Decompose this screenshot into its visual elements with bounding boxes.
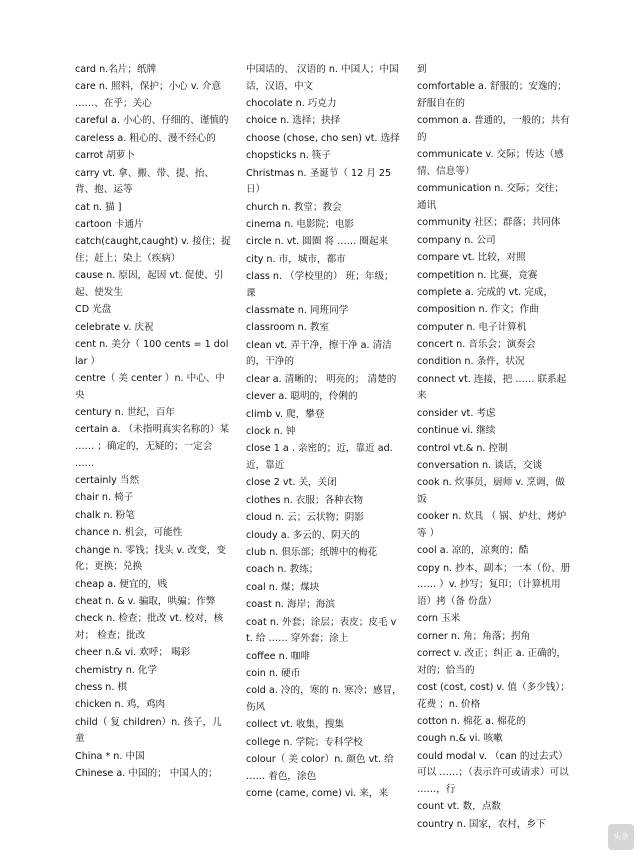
vocab-entry: could modal v. （can 的过去式）可以 ……；（表示许可或请求）可以 ……，行 xyxy=(417,750,569,796)
vocab-entry: computer n. 电子计算机 xyxy=(417,321,527,333)
vocab-entry: careful a. 小心的、仔细的、谨慎的 xyxy=(75,115,229,127)
vocab-entry: clean vt. 弄干净，擦干净 a. 清洁的，干净的 xyxy=(246,339,392,368)
vocab-entry: conversation n. 谈话，交谈 xyxy=(417,460,543,471)
vocab-entry: chocolate n. 巧克力 xyxy=(246,97,337,109)
vocab-entry: corn 玉米 xyxy=(417,613,461,625)
vocab-entry: circle n. vt. 圆圈 将 …… 圈起来 xyxy=(246,236,389,248)
vocab-entry: chair n. 椅子 xyxy=(75,492,134,504)
vocab-entry: chess n. 棋 xyxy=(75,682,128,694)
vocab-entry: concert n. 音乐会；演奏会 xyxy=(417,339,536,351)
vocab-entry: cinema n. 电影院；电影 xyxy=(246,218,354,230)
vocab-entry: carrot 胡萝卜 xyxy=(75,150,136,162)
vocab-entry: community 社区；群落；共同体 xyxy=(417,217,561,229)
vocab-entry: cool a. 凉的，凉爽的；酷 xyxy=(417,545,529,557)
vocab-entry: cent n. 美分（ 100 cents = 1 dollar ） xyxy=(75,339,229,367)
vocab-entry: cheap a. 便宜的，贱 xyxy=(75,578,168,590)
vocab-entry: coast n. 海岸；海滨 xyxy=(246,599,335,611)
vocab-entry: copy n. 抄本，副本；一本（份、册 …… ）v. 抄写；复印；（计算机用语）拷（备 份盘） xyxy=(417,562,571,607)
vocab-entry: certain a. （未指明真实名称的）某 …… ；确定的，无疑的；一定会 …… xyxy=(75,424,230,469)
vocab-entry: church n. 教堂；教会 xyxy=(246,201,342,213)
vocab-entry: careless a. 粗心的、漫不经心的 xyxy=(75,132,216,144)
vocab-entry: Chinese a. 中国的； 中国人的； xyxy=(75,768,218,780)
vocab-entry: cause n. 原因，起因 vt. 促使、引起、使发生 xyxy=(75,270,224,298)
vocab-entry: city n. 市，城市，都市 xyxy=(246,253,346,265)
vocab-entry: 到 xyxy=(417,64,427,75)
vocab-entry: CD 光盘 xyxy=(75,304,112,316)
vocab-entry: common a. 普通的，一般的；共有的 xyxy=(417,115,570,143)
vocab-entry: collect vt. 收集，搜集 xyxy=(246,719,344,731)
vocab-entry: certainly 当然 xyxy=(75,475,140,486)
vocab-entry: coat n. 外套；涂层；表皮；皮毛 vt. 给 …… 穿外套；涂上 xyxy=(246,616,397,645)
vocab-entry: condition n. 条件，状况 xyxy=(417,356,525,368)
vocab-entry: choose (chose, cho sen) vt. 选择 xyxy=(246,132,400,144)
vocab-entry: cheer n.& vi. 欢呼； 喝彩 xyxy=(75,647,191,659)
vocab-entry: comfortable a. 舒服的；安逸的；舒服自在的 xyxy=(417,81,567,109)
vocab-entry: correct v. 改正；纠正 a. 正确的，对的；恰当的 xyxy=(417,648,567,676)
vocab-entry: continue vi. 继续 xyxy=(417,425,496,437)
watermark-logo: 头条 xyxy=(608,824,634,850)
vocab-entry: coach n. 教练； xyxy=(246,564,319,576)
vocab-entry: celebrate v. 庆祝 xyxy=(75,321,154,333)
vocab-entry: clock n. 钟 xyxy=(246,426,296,438)
vocab-entry: cartoon 卡通片 xyxy=(75,218,144,230)
vocab-entry: cloud n. 云；云状物；阴影 xyxy=(246,512,364,524)
vocab-entry: company n. 公司 xyxy=(417,234,496,246)
vocab-entry: close 2 vt. 关，关闭 xyxy=(246,477,337,489)
vocab-entry: cold a. 冷的，寒的 n. 寒冷；感冒，伤风 xyxy=(246,685,402,713)
vocab-entry: cloudy a. 多云的、阴天的 xyxy=(246,529,360,541)
vocab-entry: composition n. 作文；作曲 xyxy=(417,304,539,316)
vocab-entry: compare vt. 比较，对照 xyxy=(417,252,526,264)
vocab-entry: card n.名片；纸牌 xyxy=(75,64,157,75)
vocab-entry: colour（ 美 color）n. 颜色 vt. 给 …… 着色，涂色 xyxy=(246,754,394,782)
vocab-entry: come (came, come) vi. 来，来 xyxy=(246,788,389,800)
vocab-entry: cotton n. 棉花 a. 棉花的 xyxy=(417,716,526,728)
vocab-entry: climb v. 爬，攀登 xyxy=(246,408,325,420)
vocab-entry: check n. 检查；批改 vt. 校对，核对； 检查；批改 xyxy=(75,613,224,641)
vocab-entry: chalk n. 粉笔 xyxy=(75,509,135,521)
vocab-entry: change n. 零钱；找头 v. 改变，变化；更换；兑换 xyxy=(75,544,226,573)
vocab-entry: care n. 照料，保护；小心 v. 介意 ……、在乎；关心 xyxy=(75,81,222,109)
vocab-entry: classroom n. 教室 xyxy=(246,322,330,334)
vocab-entry: college n. 学院；专科学校 xyxy=(246,736,363,748)
vocab-entry: century n. 世纪，百年 xyxy=(75,407,175,419)
vocab-entry: chopsticks n. 筷子 xyxy=(246,150,331,162)
vocab-entry: class n. （学校里的） 班；年级；课 xyxy=(246,271,394,299)
vocab-entry: child（ 复 children）n. 孩子，儿童 xyxy=(75,716,222,745)
vocab-entry: cough n.& vi. 咳嗽 xyxy=(417,733,503,745)
vocab-entry: chemistry n. 化学 xyxy=(75,664,158,676)
vocab-entry: cat n. 猫 ] xyxy=(75,201,122,213)
column-1 xyxy=(75,62,231,784)
vocab-entry: Christmas n. 圣诞节（ 12 月 25 日） xyxy=(246,167,392,196)
vocab-entry: clothes n. 衣服；各种衣物 xyxy=(246,494,363,506)
vocab-entry: communication n. 交际；交往；通讯 xyxy=(417,183,564,211)
vocab-entry: catch(caught,caught) v. 接住；捉住；赶上；染上（疾病） xyxy=(75,236,231,264)
vocab-entry: control vt.& n. 控制 xyxy=(417,442,508,454)
vocab-entry: count vt. 数，点数 xyxy=(417,801,502,813)
vocab-entry: cheat n. & v. 骗取，哄骗；作弊 xyxy=(75,595,216,607)
vocab-entry: centre（ 美 center ）n. 中心、中央 xyxy=(75,373,226,401)
vocab-entry: cooker n. 炊具 （ 锅、炉灶、烤炉等 ） xyxy=(417,511,567,539)
vocab-entry: communicate v. 交际；传达（感情、信息等） xyxy=(417,149,564,177)
vocab-entry: connect vt. 连接，把 …… 联系起来 xyxy=(417,373,567,402)
vocab-entry: corner n. 角；角落；拐角 xyxy=(417,630,531,642)
vocab-entry: coin n. 硬币 xyxy=(246,667,301,679)
vocab-entry: cost (cost, cost) v. 值（多少钱）；花费 ；n. 价格 xyxy=(417,682,570,710)
vocab-entry: carry vt. 拿、搬、带、提、抬、背、抱、运等 xyxy=(75,167,215,196)
vocab-entry: clever a. 聪明的，伶俐的 xyxy=(246,391,358,403)
vocab-entry: competition n. 比赛，竞赛 xyxy=(417,269,538,281)
vocab-entry: country n. 国家，农村，乡下 xyxy=(417,818,546,830)
vocab-entry: club n. 俱乐部；纸牌中的梅花 xyxy=(246,546,378,558)
vocab-entry: clear a. 清晰的； 明亮的； 清楚的 xyxy=(246,373,397,385)
column-3 xyxy=(417,62,573,834)
vocab-entry: consider vt. 考虑 xyxy=(417,407,496,419)
vocab-entry: chance n. 机会，可能性 xyxy=(75,527,183,539)
vocab-entry: 中国话的、 汉语的 n. 中国人；中国话，汉语，中文 xyxy=(246,64,399,92)
vocab-entry: coffee n. 咖啡 xyxy=(246,650,310,662)
column-2 xyxy=(246,62,402,803)
vocab-entry: coal n. 煤；煤块 xyxy=(246,581,320,593)
vocab-entry: cook n. 炊事员，厨师 v. 烹调，做饭 xyxy=(417,477,565,505)
vocab-entry: choice n. 选择；抉择 xyxy=(246,115,341,127)
vocab-entry: China * n. 中国 xyxy=(75,750,145,762)
vocab-entry: classmate n. 同班同学 xyxy=(246,305,349,317)
vocab-entry: complete a. 完成的 vt. 完成， xyxy=(417,286,553,298)
vocab-entry: close 1 a . 亲密的；近，靠近 ad. 近，靠近 xyxy=(246,443,393,471)
vocab-entry: chicken n. 鸡，鸡肉 xyxy=(75,699,166,711)
